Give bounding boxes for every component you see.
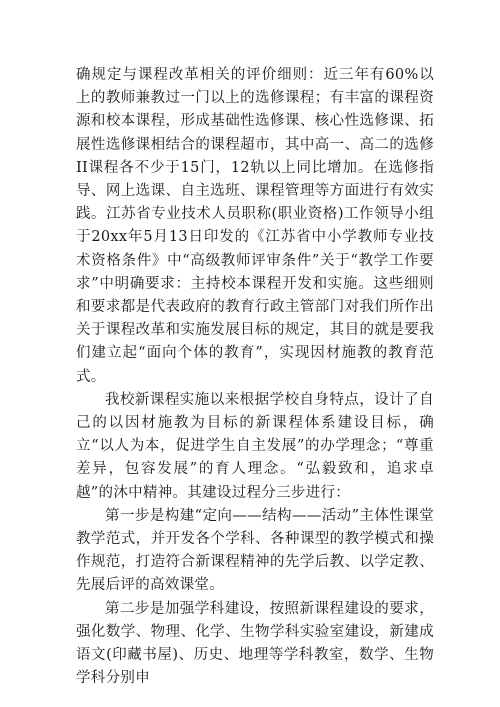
document-body bbox=[76, 64, 434, 690]
paragraph-step-one: 第一步是构建“定向——结构——活动”主体性课堂教学范式，并开发各个学科、各种课型的教学模式和操作规范，打造符合新课程精神的先学后教、以学定教、先展后评的高效课堂。 bbox=[76, 507, 434, 594]
paragraph-school-curriculum: 我校新课程实施以来根据学校自身特点，设计了自己的以因材施教为目标的新课程体系建设目标，确立“以人为本，促进学生自主发展”的办学理念；“尊重差异，包容发展”的育人理念。“弘毅致和，追求卓越”的沐中精神。其建设过程分三步进行： bbox=[76, 391, 434, 501]
paragraph-step-two: 第二步是加强学科建设，按照新课程建设的要求，强化数学、物理、化学、生物学科实验室建设，新建成语文(印藏书屋)、历史、地理等学科教室，数学、生物学科分别申 bbox=[76, 600, 434, 687]
paragraph-continuation: 确规定与课程改革相关的评价细则：近三年有60%以上的教师兼教过一门以上的选修课程；有丰富的课程资源和校本课程，形成基础性选修课、核心性选修课、拓展性选修课相结合的课程超市，其中高一、高二的选修II课程各不少于15门，12轨以上同比增加。在选修指导、网上选课、自主选班、课程管理等方面进行有效实践。江苏省专业技术人员职称(职业资格)工作领导小组于20xx年5月13日印发的《江苏省中小学教师专业技术资格条件》中“高级教师评审条件”关于“教学工作要求”中明确要求：主持校本课程开发和实施。这些细则和要求都是代表政府的教育行政主管部门对我们所作出关于课程改革和实施发展目标的规定，其目的就是要我们建立起“面向个体的教育”，实现因材施教的教育范式。 bbox=[76, 67, 434, 385]
